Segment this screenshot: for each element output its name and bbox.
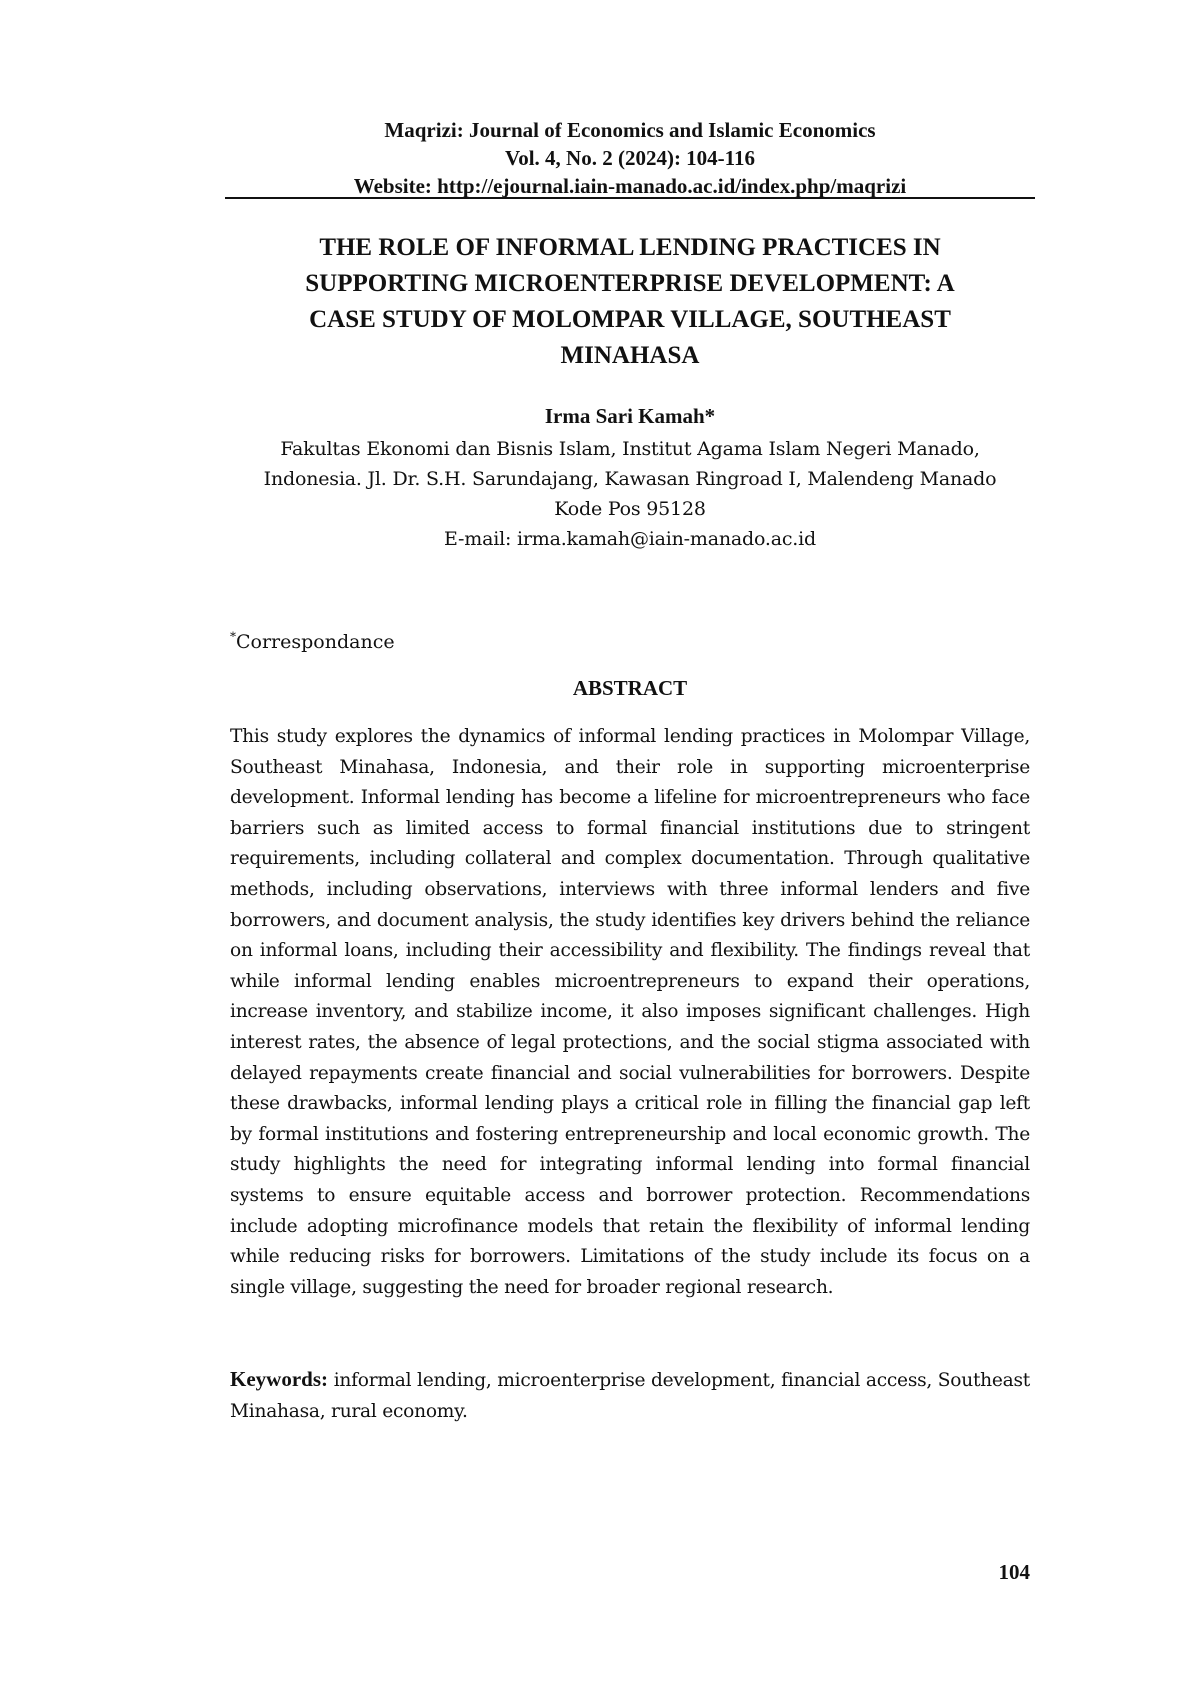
keywords-text: informal lending, microenterprise development, financial access, Southeast Minahasa, rural economy. — [230, 1370, 1030, 1422]
journal-name: Maqrizi: Journal of Economics and Islamic Economics — [384, 118, 876, 142]
header-divider — [225, 197, 1035, 199]
correspondance-note — [230, 628, 395, 656]
affiliation-line-3: Kode Pos 95128 — [554, 498, 706, 520]
affiliation-line-1: Fakultas Ekonomi dan Bisnis Islam, Institut Agama Islam Negeri Manado, — [280, 438, 980, 460]
paper-title — [225, 230, 1035, 374]
journal-header — [225, 116, 1035, 200]
journal-website: Website: http://ejournal.iain-manado.ac.id/index.php/maqrizi — [353, 174, 907, 198]
title-line-2: SUPPORTING MICROENTERPRISE DEVELOPMENT: A — [305, 270, 955, 297]
page-number: 104 — [998, 1560, 1030, 1584]
affiliation-line-2: Indonesia. Jl. Dr. S.H. Sarundajang, Kawasan Ringroad I, Malendeng Manado — [263, 468, 997, 490]
correspondance-marker: * — [230, 629, 236, 644]
abstract-text: This study explores the dynamics of informal lending practices in Molompar Village, Southeast Minahasa, Indonesia, and their role in supporting microenterprise development. Informal lending has become a lifeline for microentrepreneurs who face barriers such as limited access to formal financial institutions due to stringent requirements, including collateral and complex documentation. Through qualitative methods, including observations, interviews with three informal lenders and five borrowers, and document analysis, the study identifies key drivers behind the reliance on informal loans, including their accessibility and flexibility. The findings reveal that while informal lending enables microentrepreneurs to expand their operations, increase inventory, and stabilize income, it also imposes significant challenges. High interest rates, the absence of legal protections, and the social stigma associated with delayed repayments create financial and social vulnerabilities for borrowers. Despite these drawbacks, informal lending plays a critical role in filling the financial gap left by formal institutions and fostering entrepreneurship and local economic growth. The study highlights the need for integrating informal lending into formal financial systems to ensure equitable access and borrower protection. Recommendations include adopting microfinance models that retain the flexibility of informal lending while reducing risks for borrowers. Limitations of the study include its focus on a single village, suggesting the need for broader regional research. — [230, 726, 1030, 1298]
abstract-heading: ABSTRACT — [572, 676, 688, 700]
keywords-label: Keywords: — [230, 1367, 328, 1391]
correspondance-label: Correspondance — [236, 631, 395, 653]
title-line-1: THE ROLE OF INFORMAL LENDING PRACTICES IN — [319, 234, 941, 261]
author-email: E-mail: irma.kamah@iain-manado.ac.id — [444, 528, 816, 550]
title-line-3: CASE STUDY OF MOLOMPAR VILLAGE, SOUTHEAST — [309, 306, 951, 333]
volume-info: Vol. 4, No. 2 (2024): 104-116 — [504, 146, 756, 170]
author-name: Irma Sari Kamah* — [544, 404, 716, 428]
title-line-4: MINAHASA — [560, 342, 700, 369]
author-block — [225, 400, 1035, 554]
keywords — [230, 1364, 1030, 1427]
